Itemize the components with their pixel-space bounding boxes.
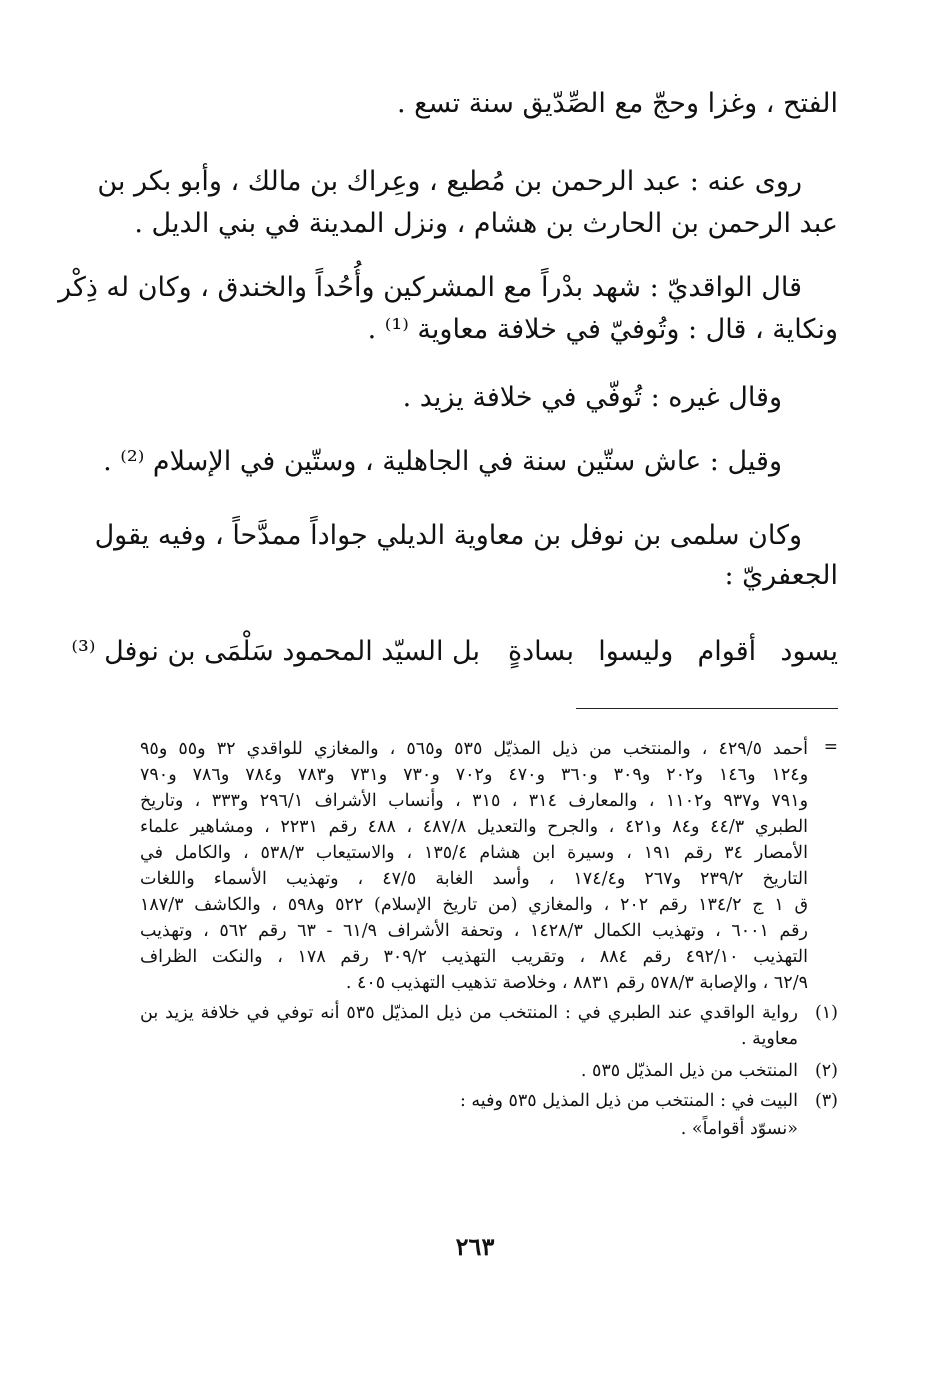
body-line-1: الفتح ، وغزا وحجّ مع الصِّدّيق سنة تسع . — [396, 88, 838, 119]
page-number: ٢٦٣ — [455, 1232, 495, 1261]
footnote-cont-line-7: ق ١ ج ١٣٤/٢ رقم ٢٠٢ ، والمغازي (من تاريخ الإسلام) ٥٢٢ و٥٩٨ ، والكاشف ١٨٧/٣ — [140, 895, 809, 915]
footnote-2-marker: (٢) — [814, 1061, 838, 1081]
footnote-cont-line-8: رقم ٦٠٠١ ، وتهذيب الكمال ١٤٢٨/٣ ، وتحفة الأشراف ٦١/٩ - ٦٣ رقم ٥٦٢ ، وتهذيب — [140, 921, 808, 941]
footnote-3-marker: (٣) — [814, 1091, 838, 1111]
footnote-cont-line-9: التهذيب ٤٩٢/١٠ رقم ٨٨٤ ، وتقريب التهذيب ٣٠٩/٢ رقم ١٧٨ ، والنكت الظراف — [140, 947, 808, 967]
verse-hemistich-1: يسود أقوام وليسوا بسادةٍ — [508, 636, 838, 667]
body-line-5: ونكاية ، قال : وتُوفيّ في خلافة معاوية ⁽¹⁾ . — [367, 314, 838, 345]
footnote-1-line-1: رواية الواقدي عند الطبري في : المنتخب من ذيل المذيّل ٥٣٥ أنه توفي في خلافة يزيد بن — [140, 1003, 799, 1023]
verse-hemistich-2: بل السيّد المحمود سَلْمَى بن نوفل ⁽³⁾ — [71, 636, 480, 667]
body-line-2: روى عنه : عبد الرحمن بن مُطيع ، وعِراك بن مالك ، وأبو بكر بن — [97, 166, 802, 197]
footnote-1-line-2: معاوية . — [741, 1029, 798, 1049]
body-line-9: الجعفريّ : — [724, 560, 838, 591]
footnote-cont-line-6: التاريخ ٢٣٩/٢ و٢٦٧ و١٧٤/٤ ، وأسد الغابة ٤٧/٥ ، وتهذيب الأسماء واللغات — [140, 869, 808, 889]
footnote-3-line-1: البيت في : المنتخب من ذيل المذيل ٥٣٥ وفيه : — [459, 1091, 798, 1111]
body-line-8: وكان سلمى بن نوفل بن معاوية الديلي جواداً ممدَّحاً ، وفيه يقول — [94, 520, 802, 551]
footnote-3-line-2: «نسوّد أقواماً» . — [680, 1119, 798, 1139]
footnote-cont-line-10: ٦٢/٩ ، والإصابة ٥٧٨/٣ رقم ٨٨٣١ ، وخلاصة تذهيب التهذيب ٤٠٥ . — [345, 973, 808, 993]
continuation-mark: = — [823, 737, 838, 757]
footnote-cont-line-4: الطبري ٤٤/٣ و٨٤ و٤٢١ ، والجرح والتعديل ٤٨٧/٨ ، ٤٨٨ رقم ٢٢٣١ ، ومشاهير علماء — [140, 817, 809, 837]
footnote-cont-line-2: و١٢٤ و١٤٦ و٢٠٢ و٣٠٩ و٣٦٠ و٤٧٠ و٧٠٢ و٧٣٠ و٧٣١ و٧٨٣ و٧٨٤ و٧٨٦ و٧٩٠ — [140, 765, 809, 785]
footnote-cont-line-3: و٧٩١ و٩٣٧ و١١٠٢ ، والمعارف ٣١٤ ، ٣١٥ ، وأنساب الأشراف ٢٩٦/١ و٣٣٣ ، وتاريخ — [140, 791, 809, 811]
body-line-4: قال الواقديّ : شهد بدْراً مع المشركين وأُحُداً والخندق ، وكان له ذِكْر — [58, 272, 802, 303]
footnote-2-line-1: المنتخب من ذيل المذيّل ٥٣٥ . — [580, 1061, 798, 1081]
body-line-7: وقيل : عاش ستّين سنة في الجاهلية ، وستّين في الإسلام ⁽²⁾ . — [103, 446, 782, 477]
footnote-1-marker: (١) — [814, 1003, 838, 1023]
footnote-cont-line-5: الأمصار ٣٤ رقم ١٩١ ، وسيرة ابن هشام ١٣٥/٤ ، والاستيعاب ٥٣٨/٣ ، والكامل في — [140, 843, 808, 863]
footnote-separator — [576, 708, 838, 709]
footnote-cont-line-1: أحمد ٤٢٩/٥ ، والمنتخب من ذيل المذيّل ٥٣٥ و٥٦٥ ، والمغازي للواقدي ٣٢ و٥٥ و٩٥ — [140, 739, 809, 759]
body-line-3: عبد الرحمن بن الحارث بن هشام ، ونزل المدينة في بني الديل . — [134, 208, 838, 239]
body-line-6: وقال غيره : تُوفّي في خلافة يزيد . — [402, 382, 782, 413]
